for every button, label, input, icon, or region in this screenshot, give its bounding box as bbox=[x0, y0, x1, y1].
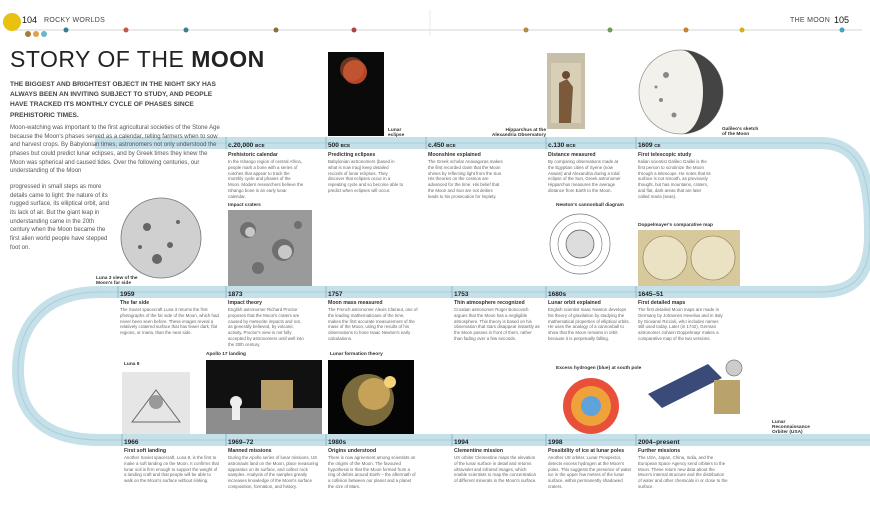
entry-text: During the Apollo series of lunar missions, US astronauts land on the Moon, place measuring apparatus on its surface, and collect rock samples. Analysis of the samples greatly increases knowledge of the Moon's surface composition, formation, and history. bbox=[228, 455, 319, 489]
entry-title: Prehistoric calendar bbox=[228, 152, 278, 158]
lunar-reconnaissance-orbiter-image bbox=[648, 344, 760, 446]
date-1680s: 1680s bbox=[548, 291, 567, 298]
entry-text: The French astronomer Alexis Clairaut, one of the leading mathematicians of the time, makes the first accurate measurement of the mass of the Moon, using the results of his observations to hone Isaac Newton's early calculations. bbox=[328, 307, 418, 341]
hydrogen-caption: Excess hydrogen (blue) at south pole bbox=[556, 366, 642, 371]
left-section-title: ROCKY WORLDS bbox=[44, 17, 106, 24]
date-c450bce: c.450 BCE bbox=[428, 142, 456, 149]
apollo17-image bbox=[206, 360, 322, 434]
entry-text: In the Ishango region of central Africa, people mark a bone with a series of notches that appear to track the monthly cycle and phases of the Moon. Modern researchers believe the Ishango bone is an early lunar calendar. bbox=[228, 159, 304, 199]
galileo-sketch-image bbox=[636, 45, 726, 139]
newton-caption: Newton's cannonball diagram bbox=[556, 203, 624, 208]
formation-caption: Lunar formation theory bbox=[330, 352, 383, 357]
page-title bbox=[10, 46, 265, 73]
date-1757: 1757 bbox=[328, 291, 343, 298]
date-1980s: 1980s bbox=[328, 439, 347, 446]
luna9-image bbox=[122, 372, 190, 434]
entry-further-missions bbox=[638, 448, 728, 490]
entry-text: English scientist Isaac Newton develops his theory of gravitation by studying the mathematical properties of elliptical orbits. He uses the analogy of a cannonball to show that the Moon remains in orbit because it is perpetually falling. bbox=[548, 307, 630, 341]
entry-manned-missions bbox=[228, 448, 322, 490]
entry-title: Distance measured bbox=[548, 152, 596, 158]
lunar-eclipse-image bbox=[328, 52, 384, 136]
right-section-title: THE MOON bbox=[790, 17, 831, 24]
luna9-caption: Luna 9 bbox=[124, 362, 140, 367]
body-paragraph-continued: progressed in small steps as more details came to light: the nature of its rugged surface, its elliptical orbit, and its lack of air. But the giant leap in understanding came in the 20th century when the Moon became the first alien world people have stepped foot on. bbox=[10, 184, 110, 251]
entry-title: First soft landing bbox=[124, 448, 167, 454]
body-paragraph: Moon-watching was important to the first agricultural societies of the Stone Age because the Moon's phases served as a calendar, telling farmers when to sow and harvest crops. By Babylonian times, astronomers not only understood the phases but could predict lunar eclipses, and by Greek times they knew the Moon was spherical and caused tides. Over the following centuries, our understanding of the Moon bbox=[10, 125, 220, 175]
newton-cannonball-image bbox=[548, 212, 612, 276]
entry-title: Manned missions bbox=[228, 448, 272, 454]
entry-lunar-orbit bbox=[548, 300, 632, 342]
entry-far-side bbox=[120, 300, 220, 336]
date-1998: 1998 bbox=[548, 439, 563, 446]
entry-text: English astronomer Richard Proctor proposes that the Moon's craters are caused by meteorite impacts and not, as generally believed, by volcanic activity. Proctor's view is not fully accepted by astronomers until well into the 20th century. bbox=[228, 307, 304, 347]
entry-moon-mass bbox=[328, 300, 418, 342]
entry-title: Moonshine explained bbox=[428, 152, 481, 158]
title-prefix: STORY OF THE bbox=[10, 46, 185, 72]
lunar-formation-image bbox=[328, 360, 414, 434]
entry-text: By comparing observations made at the Egyptian cities of Syene (now Aswan) and Alexandria during a total eclipse of the Sun, Greek astronomer Hipparchus measures the average distance from Earth to the Moon. bbox=[548, 159, 621, 193]
date-1645-51: 1645–51 bbox=[638, 291, 664, 298]
craters-caption: Impact craters bbox=[228, 203, 261, 208]
entry-title: Thin atmosphere recognized bbox=[454, 300, 525, 306]
entry-text: Babylonian astronomers (based in what is now Iraq) keep detailed records of lunar eclipses. They discover that eclipses occur in a repeating cycle and so become able to predict when eclipses will occur. bbox=[328, 159, 404, 193]
entry-text: The Soviet spacecraft Luna 3 returns the first photographs of the far side of the Moon, which had never been seen before. These images reveal a relatively cratered surface that has fewer dark, flat regions, or maria, than the near side. bbox=[120, 307, 219, 336]
entry-text: The first detailed Moon maps are made in Germany by Johannes Hevelius and in Italy by Giovanni Riccioli, who includes names still used today. Later (in 1742), German astronomer Johann Doppelmayr makes a comparative map of the two versions. bbox=[638, 307, 723, 341]
impact-craters-image bbox=[228, 210, 312, 286]
entry-text: There is now agreement among scientists on the origins of the Moon. The favoured hypothesis is that the Moon formed from a ring of debris around Earth – the aftermath of a collision between our planet and a planet the size of Mars. bbox=[328, 455, 416, 489]
entry-text: The Greek scholar Anaxagoras makes the first recorded claim that the Moon shines by reflecting light from the Sun. His theories on the cosmos are advanced for the time. His belief that the Moon and Sun are not deities leads to his prosecution for impiety. bbox=[428, 159, 503, 199]
date-c20000bce: c.20,000 BCE bbox=[228, 142, 265, 149]
date-1994: 1994 bbox=[454, 439, 469, 446]
date-1753: 1753 bbox=[454, 291, 469, 298]
entry-title: Origins understood bbox=[328, 448, 377, 454]
entry-text: Another US orbiter, Lunar Prospector, detects excess hydrogen at the Moon's poles. This suggests the presence of water ice in the upper few metres of the lunar surface, within permanently shadowed craters. bbox=[548, 455, 632, 489]
left-page-number: 104 bbox=[22, 15, 38, 25]
entry-impact-theory bbox=[228, 300, 304, 347]
entry-text: US orbiter Clementine maps the elevation of the lunar surface in detail and returns ultraviolet and infrared images, which enable scientists to map the concentration of different minerals in the Moon's surface. bbox=[454, 455, 537, 484]
date-c130bce: c.130 BCE bbox=[548, 142, 576, 149]
date-1873: 1873 bbox=[228, 291, 243, 298]
date-500bce: 500 BCE bbox=[328, 142, 351, 149]
entry-thin-atmosphere bbox=[454, 300, 540, 342]
doppelmayr-caption: Doppelmayer's comparative map bbox=[638, 223, 713, 228]
entry-text: Italian scientist Galileo Galilei is the first person to scrutinize the Moon through a telescope. He notes that its surface is not smooth, as previously thought, but has mountains, craters, and flat, dark areas that are later called maria (seas). bbox=[638, 159, 711, 199]
entry-title: Predicting eclipses bbox=[328, 152, 376, 158]
entry-title: The far side bbox=[120, 300, 150, 306]
entry-ice-at-poles bbox=[548, 448, 632, 490]
entry-title: Possibility of ice at lunar poles bbox=[548, 448, 625, 454]
galileo-caption: Galileo's sketch of the Moon bbox=[722, 127, 759, 137]
right-page-number: 105 bbox=[834, 15, 850, 25]
entry-text: Croatian astronomer Roger Boscovich argues that the Moon has a negligible atmosphere. This theory is based on his observation that stars disappear instantly as the Moon passes in front of them, rather than fading over a few seconds. bbox=[454, 307, 540, 341]
entry-title: Lunar orbit explained bbox=[548, 300, 601, 306]
entry-predicting-eclipses bbox=[328, 152, 404, 194]
apollo-caption: Apollo 17 landing bbox=[206, 352, 246, 357]
date-1966: 1966 bbox=[124, 439, 139, 446]
lro-caption: Lunar Reconnaissance Orbiter (USA) bbox=[772, 420, 810, 435]
doppelmayr-map-image bbox=[638, 230, 740, 286]
date-1969-72: 1969–72 bbox=[228, 439, 254, 446]
hipparchus-caption: Hipparchus at the Alexandria Observatory bbox=[491, 128, 546, 138]
entry-text: The USA, Japan, China, India, and the European Space Agency send orbiters to the Moon. These return new data about the Moon's internal structure and the distribution of water and other chemicals in or close to the surface. bbox=[638, 455, 728, 489]
entry-title: Further missions bbox=[638, 448, 681, 454]
hipparchus-image bbox=[547, 53, 585, 129]
entry-first-detailed-maps bbox=[638, 300, 724, 342]
entry-origins-understood bbox=[328, 448, 418, 490]
entry-moonshine-explained bbox=[428, 152, 504, 199]
luna3-caption: Luna 3 view of the Moon's far side bbox=[96, 276, 138, 286]
hydrogen-map-image bbox=[560, 376, 622, 436]
entry-first-telescopic-study bbox=[638, 152, 714, 199]
entry-title: First telescopic study bbox=[638, 152, 692, 158]
eclipse-caption: Lunar eclipse bbox=[388, 128, 405, 138]
date-1959: 1959 bbox=[120, 291, 135, 298]
entry-title: Impact theory bbox=[228, 300, 263, 306]
date-2004-present: 2004–present bbox=[638, 439, 680, 446]
entry-prehistoric-calendar bbox=[228, 152, 304, 199]
entry-first-soft-landing bbox=[124, 448, 220, 484]
lead-paragraph: THE BIGGEST AND BRIGHTEST OBJECT IN THE NIGHT SKY HAS ALWAYS BEEN AN INVITING SUBJECT TO STUDY, AND PEOPLE HAVE TRACKED ITS MONTHLY CYCLE OF PHASES SINCE PREHISTORIC TIMES. bbox=[10, 81, 216, 119]
entry-clementine bbox=[454, 448, 540, 484]
entry-title: Moon mass measured bbox=[328, 300, 383, 306]
title-emphasis: MOON bbox=[191, 46, 265, 72]
luna3-far-side-image bbox=[112, 197, 210, 279]
date-1609ce: 1609 CE bbox=[638, 142, 661, 149]
entry-text: Another Soviet spacecraft, Luna 9, is the first to make a soft landing on the Moon. It confirms that lunar soil is firm enough to support the weight of a landing craft and that people will be able to walk on the Moon's surface without sinking. bbox=[124, 455, 219, 484]
entry-title: First detailed maps bbox=[638, 300, 686, 306]
entry-title: Clementine mission bbox=[454, 448, 504, 454]
entry-distance-measured bbox=[548, 152, 624, 194]
